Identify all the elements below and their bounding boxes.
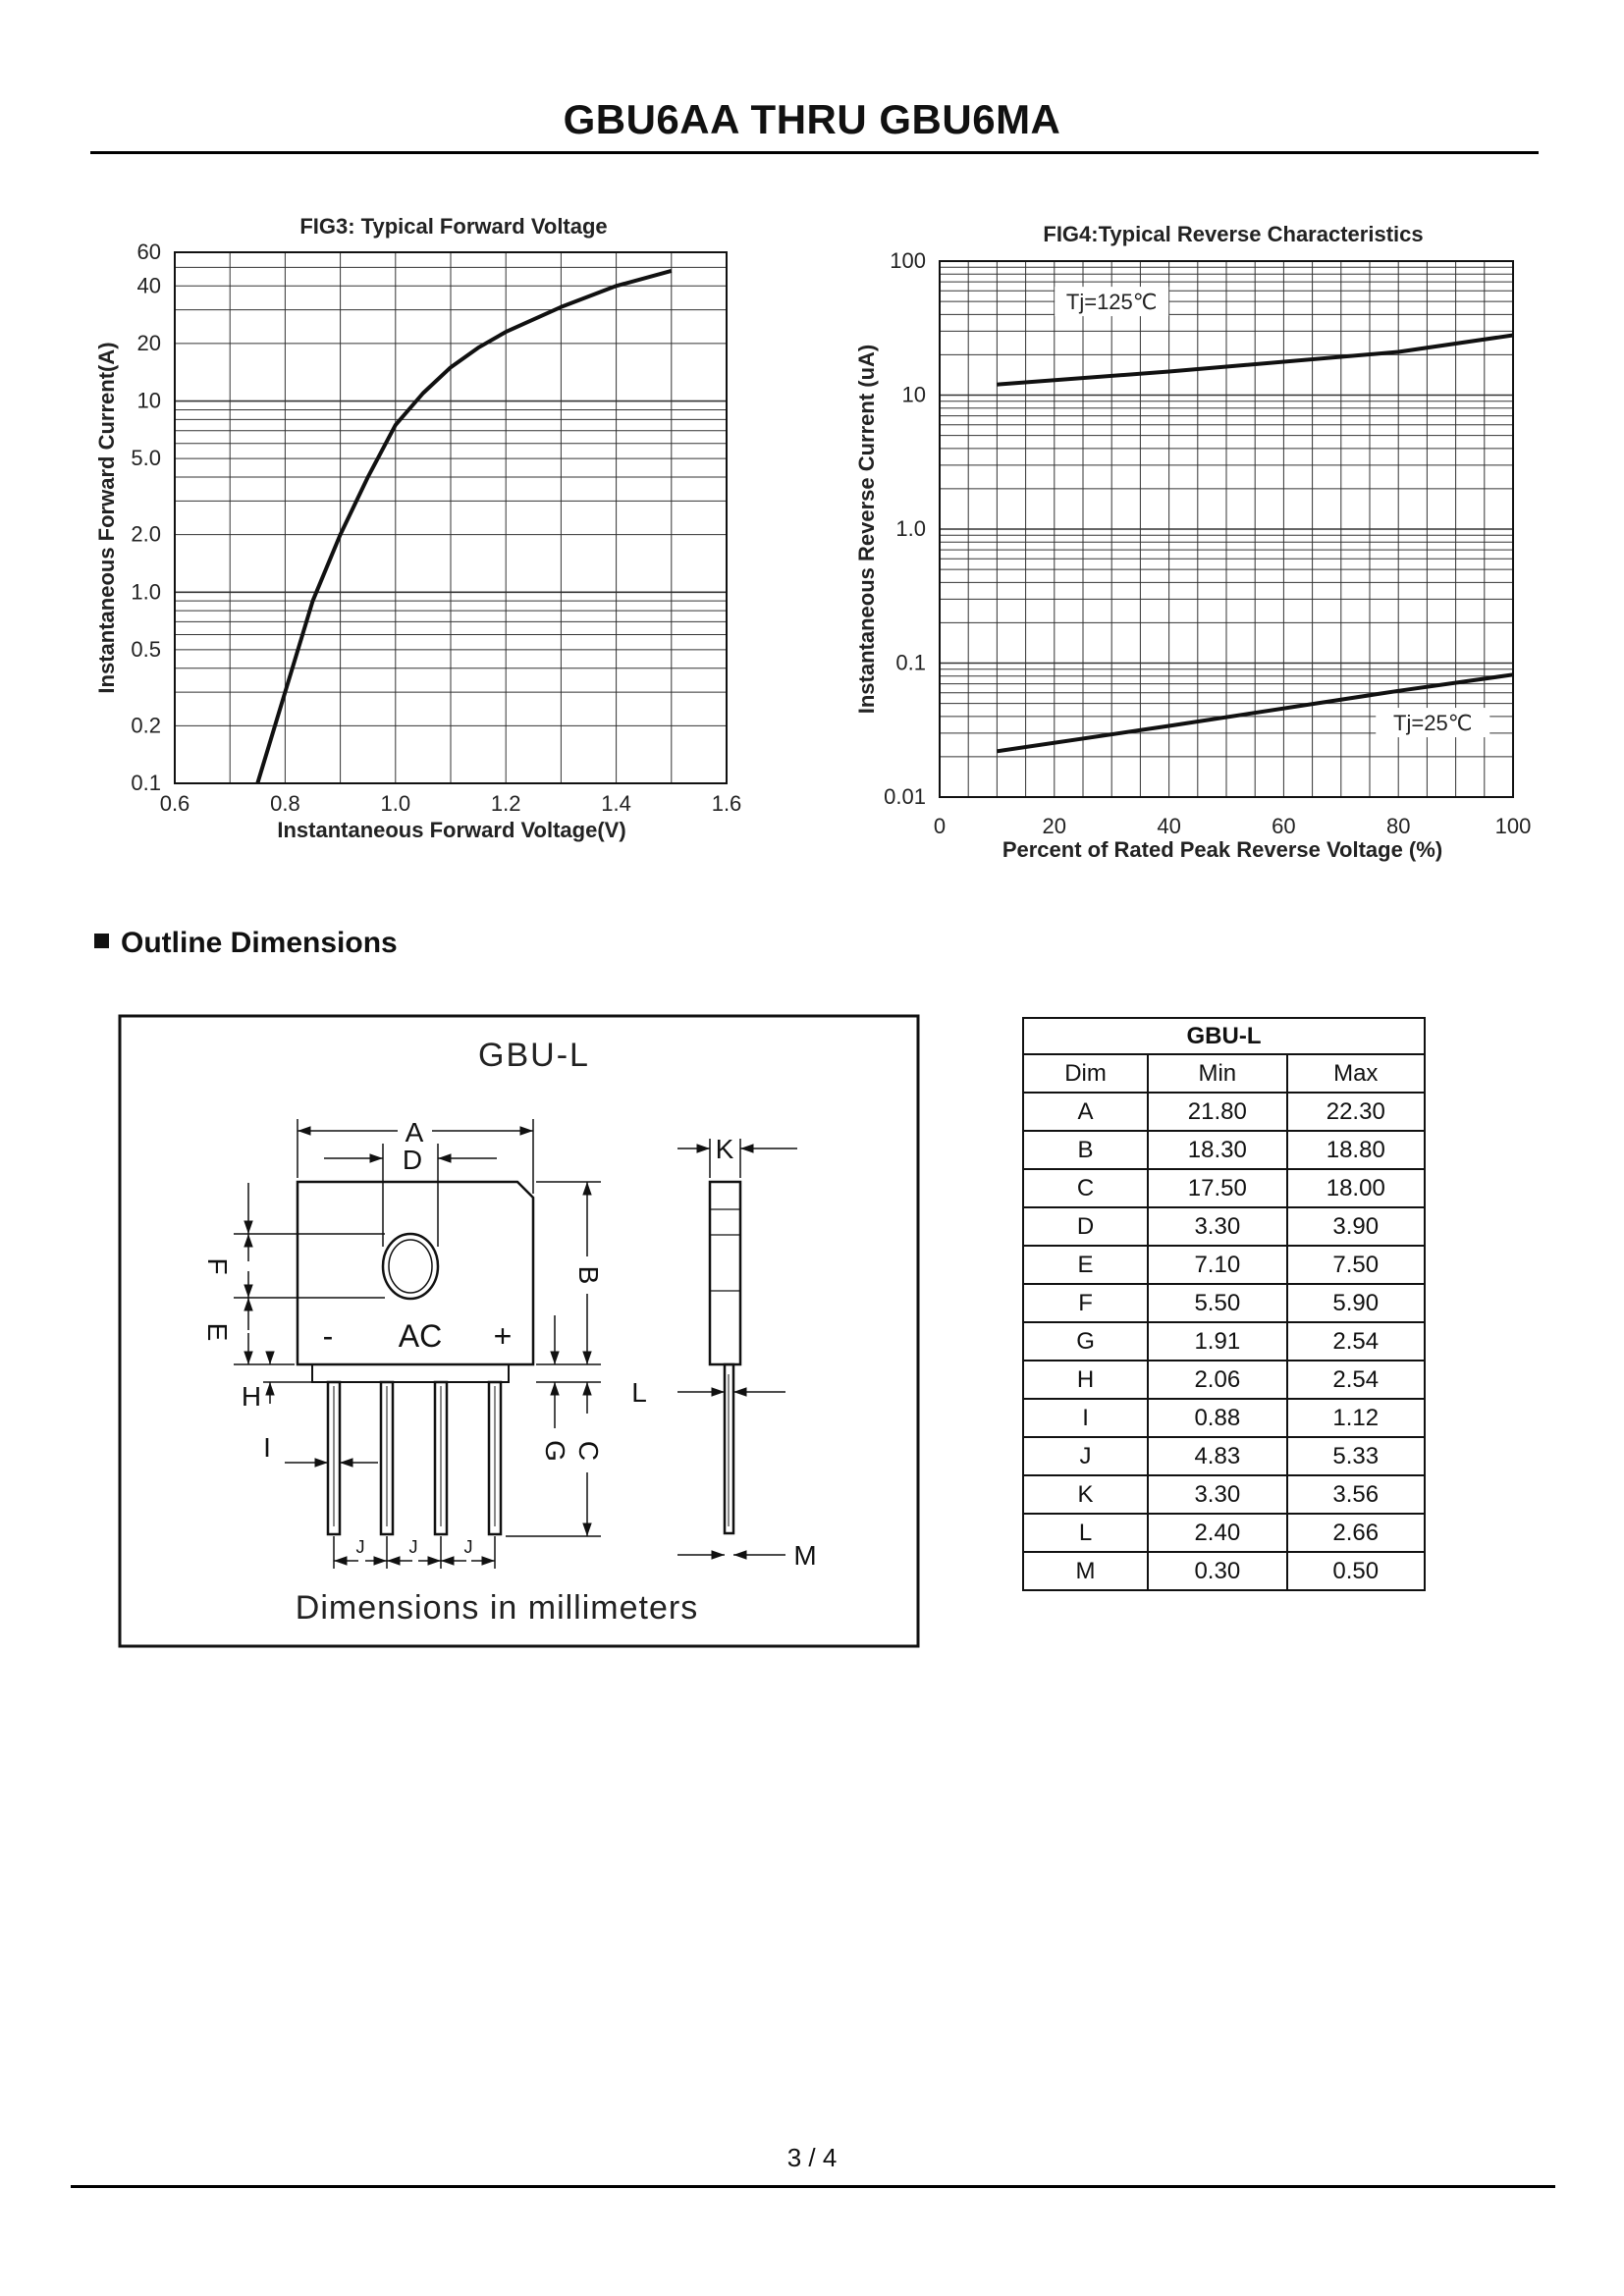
table-row — [1023, 1093, 1425, 1131]
chart2-x-tick-label: 80 — [1385, 814, 1411, 838]
cell-dim: I — [1023, 1399, 1148, 1437]
cell-max: 5.90 — [1287, 1284, 1425, 1322]
table-row — [1023, 1437, 1425, 1475]
column-header-dim: Dim — [1023, 1054, 1148, 1093]
cell-dim: G — [1023, 1322, 1148, 1361]
cell-dim: D — [1023, 1207, 1148, 1246]
drawing-frame — [120, 1016, 918, 1646]
dim-letter-h: H — [241, 1381, 262, 1412]
cell-dim: A — [1023, 1093, 1148, 1131]
cell-dim: C — [1023, 1169, 1148, 1207]
chart1-x-tick-label: 1.2 — [490, 791, 521, 816]
chart1-y-tick-label: 40 — [136, 273, 161, 298]
table-row — [1023, 1131, 1425, 1169]
cell-dim: J — [1023, 1437, 1148, 1475]
chart1-y-axis-label: Instantaneous Forward Current(A) — [94, 342, 119, 694]
footer-rule — [71, 2185, 1555, 2188]
chart2-y-tick-label: 1.0 — [895, 516, 926, 541]
cell-max: 2.54 — [1287, 1361, 1425, 1399]
chart2-x-tick-label: 100 — [1494, 814, 1532, 838]
chart2-x-tick-label: 0 — [933, 814, 947, 838]
pin-label-minus: - — [322, 1318, 334, 1354]
chart2-y-axis-label: Instantaneous Reverse Current (uA) — [854, 344, 879, 715]
dimension-lines — [234, 1119, 601, 1569]
outline-heading-text: Outline Dimensions — [121, 927, 398, 959]
cell-max: 1.12 — [1287, 1399, 1425, 1437]
cell-min: 4.83 — [1148, 1437, 1286, 1475]
chart2-title: FIG4:Typical Reverse Characteristics — [1043, 222, 1424, 246]
dim-letter-k: K — [715, 1134, 734, 1164]
dim-letter-c: C — [573, 1440, 604, 1462]
chart1-x-tick-label: 0.6 — [159, 791, 190, 816]
dim-letter-f: F — [202, 1257, 233, 1275]
table-row — [1023, 1475, 1425, 1514]
chart2-legend-tj125: Tj=125℃ — [1065, 290, 1158, 315]
chart1-x-tick-label: 0.8 — [270, 791, 300, 816]
chart1-y-tick-label: 0.1 — [131, 771, 161, 795]
chart2-y-tick-label: 100 — [890, 248, 926, 273]
dim-letter-m: M — [793, 1540, 817, 1571]
table-row — [1023, 1207, 1425, 1246]
package-name: GBU-L — [478, 1037, 590, 1074]
chart1-y-tick-label: 0.2 — [131, 713, 161, 738]
pin-label-ac: AC — [398, 1318, 443, 1354]
package-side-view — [710, 1182, 740, 1533]
chart2-x-axis-label: Percent of Rated Peak Reverse Voltage (%) — [1001, 837, 1443, 862]
cell-max: 2.54 — [1287, 1322, 1425, 1361]
chart1-y-tick-label: 10 — [136, 388, 161, 413]
cell-max: 0.50 — [1287, 1552, 1425, 1590]
cell-dim: L — [1023, 1514, 1148, 1552]
cell-dim: B — [1023, 1131, 1148, 1169]
table-row — [1023, 1246, 1425, 1284]
cell-dim: E — [1023, 1246, 1148, 1284]
chart1-y-tick-label: 1.0 — [131, 579, 161, 605]
dim-letter-g: G — [540, 1440, 570, 1462]
dim-letter-a: A — [405, 1117, 424, 1148]
cell-max: 5.33 — [1287, 1437, 1425, 1475]
page-number: 3 / 4 — [786, 2143, 838, 2172]
cell-dim: M — [1023, 1552, 1148, 1590]
chart1-y-tick-label: 0.5 — [131, 636, 161, 662]
dim-letter-i: I — [263, 1432, 271, 1463]
cell-min: 7.10 — [1148, 1246, 1286, 1284]
cell-max: 3.56 — [1287, 1475, 1425, 1514]
chart1-x-tick-label: 1.6 — [711, 791, 742, 816]
dim-letter-b: B — [573, 1265, 604, 1285]
table-row — [1023, 1399, 1425, 1437]
dim-letter-e: E — [202, 1322, 233, 1342]
dim-letter-j3: J — [463, 1537, 473, 1557]
cell-dim: K — [1023, 1475, 1148, 1514]
cell-min: 3.30 — [1148, 1475, 1286, 1514]
chart1-x-axis-label: Instantaneous Forward Voltage(V) — [277, 818, 626, 842]
cell-min: 0.88 — [1148, 1399, 1286, 1437]
page-title: GBU6AA THRU GBU6MA — [563, 96, 1061, 142]
dim-letter-j2: J — [408, 1537, 418, 1557]
chart1-y-tick-label: 20 — [136, 330, 161, 355]
chart2-x-tick-label: 20 — [1042, 814, 1067, 838]
outline-heading — [94, 927, 398, 960]
cell-max: 7.50 — [1287, 1246, 1425, 1284]
drawing-caption: Dimensions in millimeters — [295, 1589, 699, 1627]
table-group-header-row — [1023, 1018, 1425, 1054]
pin-label-plus: + — [493, 1318, 513, 1354]
cell-max: 22.30 — [1287, 1093, 1425, 1131]
dim-letter-d: D — [402, 1145, 423, 1175]
package-front-view — [298, 1182, 533, 1534]
table-row — [1023, 1322, 1425, 1361]
chart2-x-tick-label: 40 — [1157, 814, 1181, 838]
chart1-y-tick-label: 60 — [136, 240, 161, 264]
column-header-min: Min — [1148, 1054, 1286, 1093]
charts-area — [0, 0, 1624, 883]
chart1-title: FIG3: Typical Forward Voltage — [299, 214, 608, 239]
cell-min: 21.80 — [1148, 1093, 1286, 1131]
cell-min: 18.30 — [1148, 1131, 1286, 1169]
chart2-y-tick-label: 0.01 — [884, 784, 926, 809]
chart2-x-tick-label: 60 — [1272, 814, 1296, 838]
chart1-y-tick-label: 5.0 — [131, 446, 161, 471]
table-row — [1023, 1552, 1425, 1590]
chart2-y-tick-label: 0.1 — [895, 650, 926, 675]
dimensions-table — [1022, 1017, 1426, 1591]
cell-min: 17.50 — [1148, 1169, 1286, 1207]
dim-letter-l: L — [631, 1377, 647, 1408]
side-dimension-lines — [677, 1139, 797, 1555]
cell-min: 5.50 — [1148, 1284, 1286, 1322]
cell-max: 3.90 — [1287, 1207, 1425, 1246]
dim-letter-j1: J — [355, 1537, 365, 1557]
cell-min: 0.30 — [1148, 1552, 1286, 1590]
chart1-y-tick-label: 2.0 — [131, 521, 161, 547]
table-row — [1023, 1284, 1425, 1322]
table-row — [1023, 1514, 1425, 1552]
chart1-x-tick-label: 1.4 — [601, 791, 631, 816]
chart2-y-tick-label: 10 — [901, 382, 926, 407]
chart1-series-line-1 — [257, 271, 672, 783]
chart1-x-tick-label: 1.0 — [380, 791, 411, 816]
cell-min: 2.40 — [1148, 1514, 1286, 1552]
table-column-header-row — [1023, 1054, 1425, 1093]
table-group-header: GBU-L — [1023, 1018, 1425, 1054]
cell-min: 3.30 — [1148, 1207, 1286, 1246]
bullet-square-icon — [94, 934, 109, 948]
cell-max: 18.80 — [1287, 1131, 1425, 1169]
cell-min: 2.06 — [1148, 1361, 1286, 1399]
column-header-max: Max — [1287, 1054, 1425, 1093]
cell-min: 1.91 — [1148, 1322, 1286, 1361]
table-row — [1023, 1169, 1425, 1207]
chart2-legend-tj25: Tj=25℃ — [1393, 711, 1473, 736]
cell-max: 2.66 — [1287, 1514, 1425, 1552]
cell-dim: F — [1023, 1284, 1148, 1322]
cell-dim: H — [1023, 1361, 1148, 1399]
cell-max: 18.00 — [1287, 1169, 1425, 1207]
table-row — [1023, 1361, 1425, 1399]
